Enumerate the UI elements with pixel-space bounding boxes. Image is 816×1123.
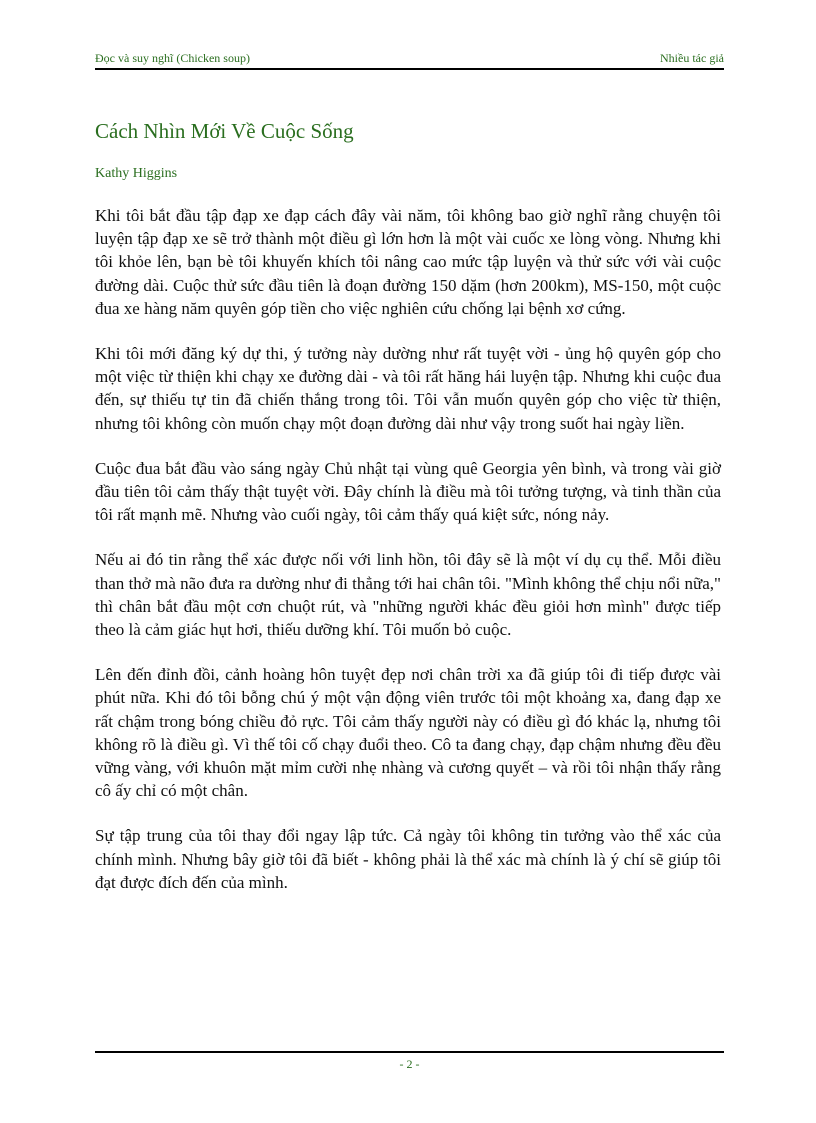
- paragraph: Khi tôi bắt đầu tập đạp xe đạp cách đây vài năm, tôi không bao giờ nghĩ rằng chuyện tôi luyện tập đạp xe sẽ trở thành một điều gì lớn hơn là một vài cuốc xe lòng vòng. Nhưng khi tôi khỏe lên, bạn bè tôi khuyến khích tôi nâng cao mức tập luyện và thử sức với vài cuộc đường dài. Cuộc thử sức đầu tiên là đoạn đường 150 dặm (hơn 200km), MS-150, một cuộc đua xe hàng năm quyên góp tiền cho việc nghiên cứu chống lại bệnh xơ cứng.: [95, 206, 721, 318]
- page-header: [95, 51, 724, 69]
- paragraph: Khi tôi mới đăng ký dự thi, ý tưởng này dường như rất tuyệt vời - ủng hộ quyên góp cho một việc từ thiện khi chạy xe đường dài - và tôi rất hăng hái luyện tập. Nhưng khi cuộc đua đến, sự thiếu tự tin đã chiến thắng trong tôi. Tôi vẫn muốn quyên góp cho việc từ thiện, nhưng tôi không còn muốn chạy một đoạn đường dài như vậy trong suốt hai ngày liền.: [95, 344, 721, 433]
- article-title: Cách Nhìn Mới Về Cuộc Sống: [95, 119, 354, 143]
- paragraph: Sự tập trung của tôi thay đổi ngay lập tức. Cả ngày tôi không tin tưởng vào thể xác của chính mình. Nhưng bây giờ tôi đã biết - không phải là thể xác mà chính là ý chí sẽ giúp tôi đạt được đích đến của mình.: [95, 826, 721, 892]
- article-author: Kathy Higgins: [95, 166, 178, 181]
- paragraph: Nếu ai đó tin rằng thể xác được nối với linh hồn, tôi đây sẽ là một ví dụ cụ thể. Mỗi điều than thở mà não đưa ra dường như đi thẳng tới hai chân tôi. "Mình không thể chịu nổi nữa," thì chân bắt đầu một cơn chuột rút, và "những người khác đều giỏi hơn mình" được tiếp theo là cảm giác hụt hơi, thiếu dưỡng khí. Tôi muốn bỏ cuộc.: [95, 550, 721, 640]
- paragraph: Cuộc đua bắt đầu vào sáng ngày Chủ nhật tại vùng quê Georgia yên bình, và trong vài giờ đầu tiên tôi cảm thấy thật tuyệt vời. Đây chính là điều mà tôi tưởng tượng, và tinh thần của tôi rất mạnh mẽ. Nhưng vào cuối ngày, tôi cảm thấy quá kiệt sức, nóng nảy.: [95, 458, 721, 525]
- header-book-title: Đọc và suy nghĩ (Chicken soup): [95, 51, 250, 65]
- article-body: [95, 204, 721, 916]
- page-number: - 2 -: [399, 1057, 420, 1071]
- header-author-credit: Nhiều tác giả: [660, 51, 724, 65]
- paragraph: Lên đến đỉnh đồi, cảnh hoàng hôn tuyệt đẹp nơi chân trời xa đã giúp tôi đi tiếp được vài phút nữa. Khi đó tôi bỗng chú ý một vận động viên trước tôi một khoảng xa, đang đạp xe rất chậm trong bóng chiều đỏ rực. Tôi cảm thấy người này có điều gì đó khác lạ, nhưng tôi không rõ là điều gì. Vì thế tôi cố chạy đuổi theo. Cô ta đang chạy, đạp chậm nhưng đều đều vững vàng, với khuôn mặt mỉm cười nhẹ nhàng và cương quyết – và rồi tôi nhận thấy rằng cô ấy chỉ có một chân.: [95, 665, 721, 801]
- header-divider: [95, 68, 724, 70]
- footer-divider: [95, 1051, 724, 1053]
